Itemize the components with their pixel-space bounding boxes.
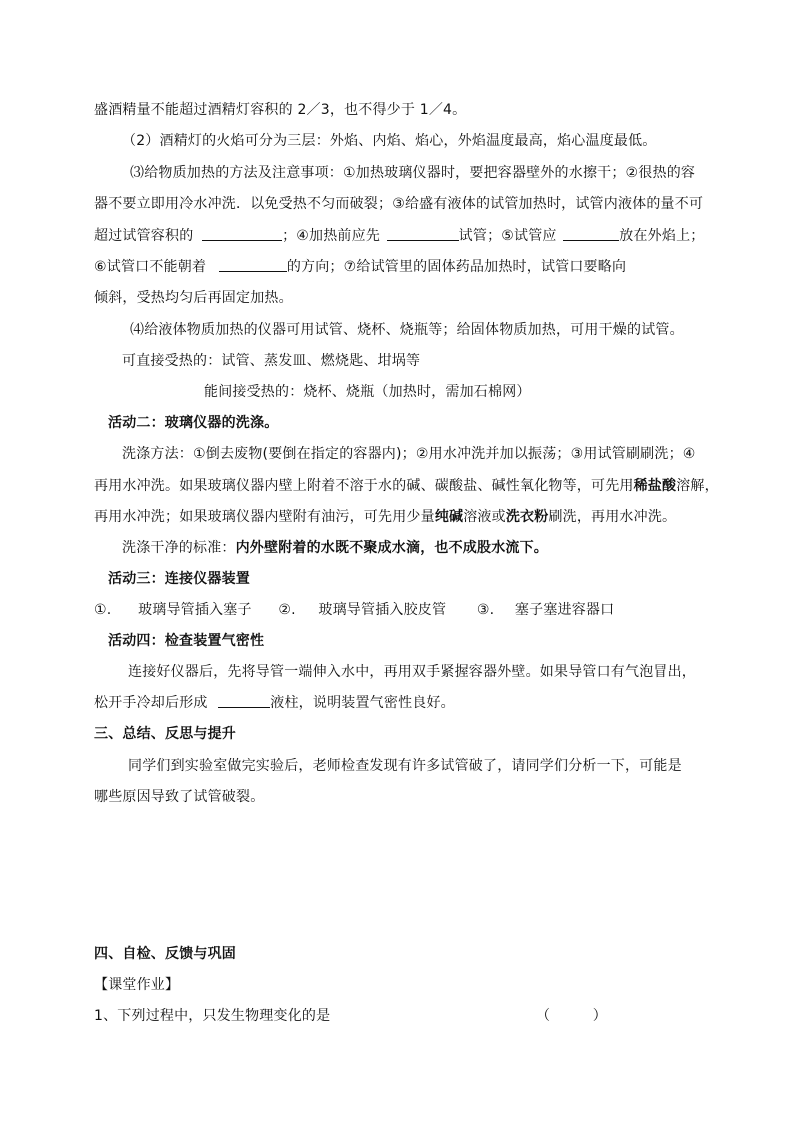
text-line: 可直接受热的：试管、蒸发皿、燃烧匙、坩埚等	[122, 353, 421, 369]
text-segment: 超过试管容积的	[94, 228, 194, 244]
fill-blank[interactable]	[563, 226, 619, 241]
list-item: 玻璃导管插入塞子	[138, 602, 252, 618]
section-heading: 四、自检、反馈与巩固	[94, 946, 236, 962]
highlight-term: 纯碱	[434, 509, 464, 525]
fill-blank[interactable]	[202, 226, 282, 241]
list-marker: ③.	[476, 602, 495, 618]
section-heading: 活动二：玻璃仪器的洗涤。	[108, 415, 279, 431]
section-heading: 活动三：连接仪器装置	[108, 571, 250, 587]
text-line: 连接好仪器后，先将导管一端伸入水中，再用双手紧握容器外壁。如果导管口有气泡冒出，	[128, 664, 696, 680]
text-line	[94, 476, 719, 496]
text-line: ⑶给物质加热的方法及注意事项：①加热玻璃仪器时，要把容器壁外的水擦干；②很热的容	[130, 165, 696, 181]
text-segment: 洗涤干净的标准：	[122, 540, 236, 556]
list-item: 塞子塞进容器口	[514, 602, 615, 618]
text-line	[122, 538, 548, 558]
highlight-term: 稀盐酸	[633, 478, 677, 494]
text-segment: 放在外焰上；	[619, 228, 705, 244]
text-segment: 再用水冲洗；如果玻璃仪器内壁附有油污，可先用少量	[94, 509, 435, 525]
text-line	[94, 507, 676, 527]
text-line: 同学们到实验室做完实验后，老师检查发现有许多试管破了，请同学们分析一下，可能是	[128, 758, 682, 774]
text-segment: ⑥试管口不能朝着	[94, 259, 207, 275]
text-segment: 液柱，说明装置气密性良好。	[270, 695, 455, 711]
text-line	[94, 600, 614, 620]
text-segment: 刷洗，再用水冲洗。	[548, 509, 677, 525]
fill-blank[interactable]	[387, 226, 459, 241]
text-line: 盛酒精量不能超过酒精灯容积的 2／3，也不得少于 1／4。	[94, 102, 467, 118]
text-segment: 松开手冷却后形成	[94, 695, 208, 711]
text-segment: 再用水冲洗。如果玻璃仪器内壁上附着不溶于水的碱、碳酸盐、碱性氧化物等，可先用	[94, 478, 634, 494]
text-line: 能间接受热的：烧杯、烧瓶（加热时，需加石棉网）	[204, 384, 531, 400]
text-line	[94, 226, 704, 246]
text-line: 倾斜，受热均匀后再固定加热。	[94, 290, 293, 306]
text-segment: 溶解，	[676, 478, 719, 494]
section-heading: 活动四：检查装置气密性	[108, 633, 265, 649]
text-line	[94, 257, 626, 277]
text-segment: ；④加热前应先	[282, 228, 381, 244]
text-line	[94, 693, 455, 713]
text-line: （2）酒精灯的火焰可分为三层：外焰、内焰、焰心，外焰温度最高，焰心温度最低。	[122, 133, 657, 149]
list-marker: ②.	[278, 602, 296, 618]
text-line: 哪些原因导致了试管破裂。	[94, 789, 265, 805]
highlight-term: 内外壁附着的水既不聚成水滴，也不成股水流下。	[235, 540, 549, 556]
fill-blank[interactable]	[219, 257, 287, 272]
fill-blank[interactable]	[218, 693, 270, 708]
text-segment: 溶液或	[463, 509, 506, 525]
text-line: 【课堂作业】	[94, 977, 180, 993]
section-heading: 三、总结、反思与提升	[94, 726, 236, 742]
question-text: 1、下列过程中，只发生物理变化的是	[94, 1008, 331, 1024]
text-segment: 试管；⑤试管应	[458, 228, 557, 244]
answer-paren[interactable]: （ ）	[536, 1008, 607, 1024]
text-line: 器不要立即用冷水冲洗．以免受热不匀而破裂；③给盛有液体的试管加热时，试管内液体的量不可	[94, 196, 704, 212]
highlight-term: 洗衣粉	[505, 509, 549, 525]
list-marker: ①.	[94, 602, 112, 618]
text-line: ⑷给液体物质加热的仪器可用试管、烧杯、烧瓶等；给固体物质加热，可用干燥的试管。	[130, 322, 684, 338]
text-line: 洗涤方法：①倒去废物(要倒在指定的容器内)；②用水冲洗并加以振荡；③用试管刷刷洗；④	[122, 446, 696, 462]
text-segment: 的方向；⑦给试管里的固体药品加热时，试管口要略向	[286, 259, 627, 275]
list-item: 玻璃导管插入胶皮管	[318, 602, 447, 618]
